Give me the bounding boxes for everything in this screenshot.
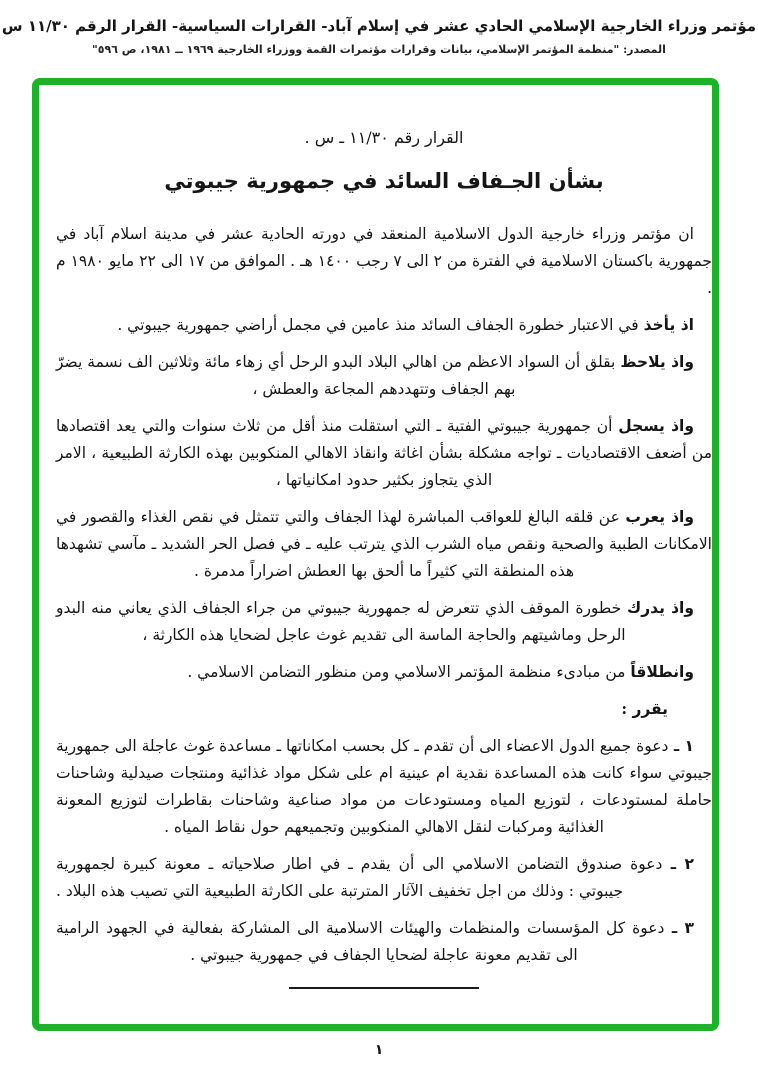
resolution-item bbox=[56, 914, 712, 969]
page-number: ١ bbox=[374, 1042, 384, 1058]
source-header bbox=[0, 14, 758, 58]
item-text: دعوة كل المؤسسات والمنظمات والهيئات الاسلامية الى المشاركة بفعالية في الجهود الرامية الى تقديم معونة عاجلة لضحايا الجفاف في جمهورية جيبوتي . bbox=[56, 919, 665, 964]
item-number: ١ ـ bbox=[668, 736, 694, 755]
divider-rule bbox=[289, 987, 479, 989]
preamble-paragraph bbox=[56, 594, 712, 649]
paragraph-lead: واذ يسجل bbox=[618, 416, 694, 435]
item-number: ٣ ـ bbox=[664, 918, 695, 937]
paragraph-lead: وانطلاقاً bbox=[630, 662, 694, 681]
source-header-line-2: المصدر: "منظمة المؤتمر الإسلامي، بيانات وقرارات مؤتمرات القمة ووزراء الخارجية ١٩٦٩ ــ ١٩٨١، ص ٥٩٦" bbox=[92, 43, 666, 56]
paragraph-text: أن جمهورية جيبوتي الفتية ـ التي استقلت منذ أقل من ثلاث سنوات والتي يعد اقتصادها من أضعف الاقتصاديات ـ تواجه مشكلة بشأن اغاثة وانقاذ الاهالي المنكوبين بهذه الكارثة الطبيعية ، الامر الذي يتجاوز بكثير حدود امكانياتها ، bbox=[56, 417, 712, 489]
paragraph-text: في الاعتبار خطورة الجفاف السائد منذ عامين في مجمل أراضي جمهورية جيبوتي . bbox=[117, 316, 644, 334]
paragraph-text: ان مؤتمر وزراء خارجية الدول الاسلامية المنعقد في دورته الحادية عشر في مدينة اسلام آباد في جمهورية باكستان الاسلامية في الفترة من ٢ الى ٧ رجب ١٤٠٠ هـ . الموافق من ١٧ الى ٢٢ مايو ١٩٨٠ م . bbox=[56, 225, 712, 297]
preamble-paragraph bbox=[56, 348, 712, 403]
source-header-line-1: مؤتمر وزراء الخارجية الإسلامي الحادي عشر في إسلام آباد- القرارات السياسية- القرار الرقم ١١/٣٠ س bbox=[1, 17, 757, 35]
paragraph-text: عن قلقه البالغ للعواقب المباشرة لهذا الجفاف والتي تتمثل في نقص الغذاء والقصور في الامكانات الطبية والصحية ونقص مياه الشرب الذي يترتب عليه ـ في فصل الحر الشديد ـ مآسي تشهدها هذه المنطقة التي كثيراً ما ألحق بها العطش اضراراً مدمرة . bbox=[56, 508, 712, 580]
paragraph-lead: واذ يعرب bbox=[625, 507, 694, 526]
preamble-paragraph bbox=[56, 220, 712, 302]
item-number: ٢ ـ bbox=[662, 854, 695, 873]
paragraph-text: بقلق أن السواد الاعظم من اهالي البلاد البدو الرحل أي زهاء مائة وثلاثين الف نسمة يضرّ بهم الجفاف وتتهددهم المجاعة والعطش ، bbox=[56, 353, 621, 398]
paragraph-lead: اذ يأخذ bbox=[643, 315, 694, 334]
preamble-paragraph bbox=[56, 412, 712, 494]
preamble-paragraph bbox=[56, 658, 712, 686]
document-title: بشأن الجـفاف السائد في جمهورية جيبوتي bbox=[164, 168, 604, 193]
paragraph-text: من مبادىء منظمة المؤتمر الاسلامي ومن منظور التضامن الاسلامي . bbox=[187, 663, 631, 681]
decides-label: يقرر : bbox=[621, 699, 668, 718]
preamble-paragraph bbox=[56, 311, 712, 339]
preamble-paragraph bbox=[56, 503, 712, 585]
item-text: دعوة جميع الدول الاعضاء الى أن تقدم ـ كل بحسب امكاناتها ـ مساعدة غوث عاجلة الى جمهورية جيبوتي سواء كانت هذه المساعدة نقدية ام عينية ام على شكل مواد غذائية ومنتجات صيدلية وشاحنات حاملة لمستودعات ، لتوزيع المياه ومستودعات من مواد صناعية وشاحنات بقاطرات لتوزيع المعونة الغذائية ومركبات لنقل الاهالي المنكوبين وتجميعهم حول نقاط المياه . bbox=[56, 737, 712, 836]
paragraph-lead: واذ يدرك bbox=[626, 598, 694, 617]
resolution-number: القرار رقم ١١/٣٠ ـ س . bbox=[304, 128, 464, 147]
resolution-item bbox=[56, 732, 712, 841]
paragraph-lead: واذ يلاحظ bbox=[620, 352, 695, 371]
resolution-item bbox=[56, 850, 712, 905]
document-content bbox=[56, 78, 712, 1031]
item-text: دعوة صندوق التضامن الاسلامي الى أن يقدم ـ في اطار صلاحياته ـ معونة كبيرة لجمهورية جيبوتي : وذلك من اجل تخفيف الآثار المترتبة على الكارثة الطبيعية التي تصيب هذه البلاد . bbox=[56, 855, 663, 900]
paragraph-text: خطورة الموقف الذي تتعرض له جمهورية جيبوتي من جراء الجفاف الذي يعاني منه البدو الرحل وماشيتهم والحاجة الماسة الى تقديم غوث عاجل لضحايا هذه الكارثة ، bbox=[56, 599, 627, 644]
